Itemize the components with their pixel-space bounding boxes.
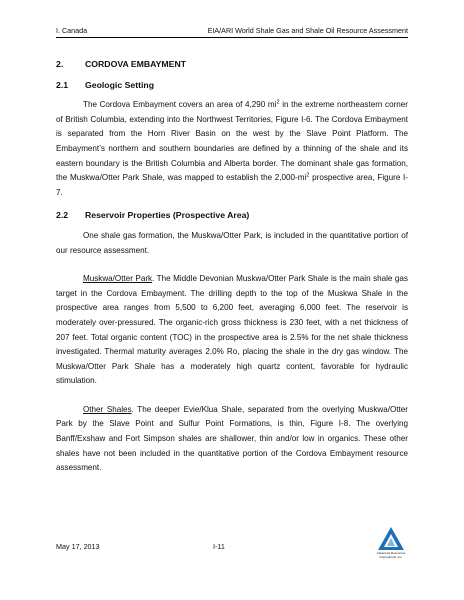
header-chapter: I. Canada [56,26,88,35]
footer-date: May 17, 2013 [56,542,100,551]
muskwa-paragraph: Muskwa/Otter Park. The Middle Devonian Muskwa/Otter Park Shale is the main shale gas target in the Cordova Embayment. The drilling depth to the top of the Muskwa Shale in the prospective area ranges from 5,500 to 6,200 feet, averaging 6,000 feet. The reservoir is moderately over-pressured. The organic-rich gross thickness is 230 feet, with a net thickness of 207 feet. Total organic content (TOC) in the prospective area is 2.5% for the net shale thickness investigated. Thermal maturity averages 2.0% Ro, placing the shale in the dry gas window. The Muskwa/Otter Park Shale has a moderately high quartz content, favorable for hydraulic stimulation. [56,274,408,386]
logo-name-line-2: International, Inc. [379,554,403,559]
page-body [56,57,408,476]
muskwa-label: Muskwa/Otter Park [83,274,153,284]
section-title: Geologic Setting [85,79,155,90]
section-number: 2.2 [56,210,69,221]
page-footer [56,538,408,568]
company-logo [374,526,408,564]
logo-name-line-1: Advanced Resources [376,551,406,555]
section-title: Reservoir Properties (Prospective Area) [85,210,250,221]
section-heading-2-1 [56,78,408,93]
section-number: 2.1 [56,79,69,90]
header-divider [56,37,408,38]
other-shales-paragraph: Other Shales. The deeper Evie/Klua Shale, separated from the overlying Muskwa/Otter Park by the Slave Point and Sulfur Point Formations, is thin, Figure I-8. The overlying Banff/Exshaw and Fort Simpson shales are shallower, thin and/or low in organics. These other shales have not been included in the quantitative portion of the Cordova Embayment resource assessment. [56,404,408,473]
geologic-setting-paragraph: The Cordova Embayment covers an area of 4,290 $mi^2$ in the extreme northeastern corner of British Columbia, extending into the Northwest Territories, Figure I-6. The Cordova Embayment is separated from the Horn River Basin on the west by the Slave Point Platform. The Embayment’s northern and southern boundaries are defined by a thinning of the shale and its eastern boundary is the British Columbia and Alberta border. The dominant shale gas formation, the Muskwa/Otter Park Shale, was mapped to establish the $2,000-mi^2$ prospective area, Figure I-7. [56,99,408,197]
section-heading-2 [56,57,408,72]
section-number: 2. [56,59,64,69]
ari-logo-icon [374,526,408,552]
other-shales-label: Other Shales [83,404,132,414]
page-number: I-11 [213,542,225,551]
section-heading-2-2 [56,208,408,223]
section-title: CORDOVA EMBAYMENT [85,59,187,69]
reservoir-intro-paragraph: One shale gas formation, the Muskwa/Otter Park, is included in the quantitative portion of our resource assessment. [56,230,408,255]
header-report-title: EIA/ARI World Shale Gas and Shale Oil Resource Assessment [207,26,408,35]
